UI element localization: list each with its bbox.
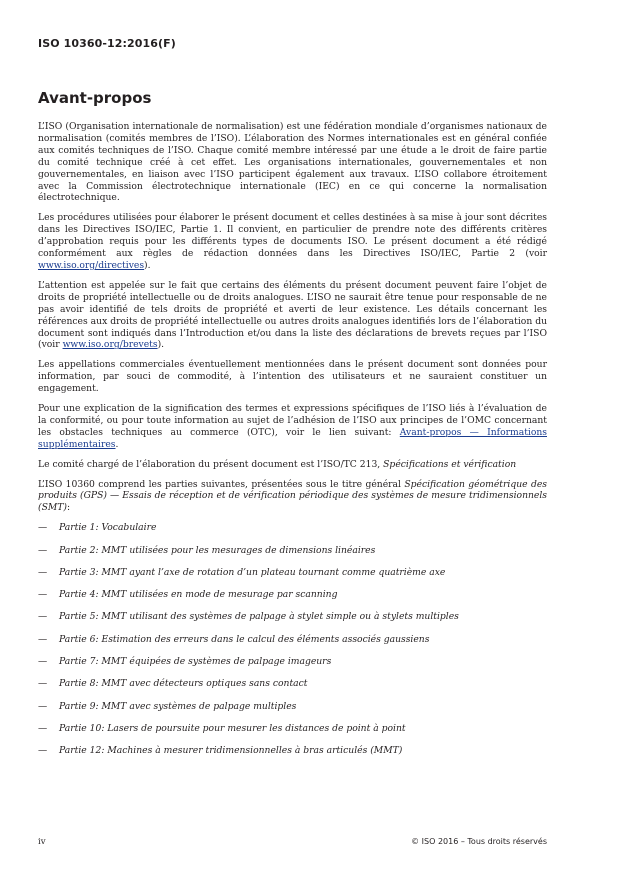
- page-title: Avant-propos: [38, 89, 152, 107]
- list-item: [38, 522, 547, 544]
- list-item-text: Partie 1: Vocabulaire: [59, 522, 157, 534]
- list-item-text: Partie 2: MMT utilisées pour les mesurages de dimensions linéaires: [59, 544, 376, 556]
- dash-bullet: —: [38, 566, 48, 578]
- list-item-text: Partie 12: Machines à mesurer tridimensionnelles à bras articulés (MMT): [59, 745, 403, 757]
- list-item-text: Partie 5: MMT utilisant des systèmes de palpage à stylet simple ou à stylets multiples: [59, 611, 459, 623]
- paragraph-patents-text: L’attention est appelée sur le fait que certains des éléments du présent document peuvent faire l’objet de droits de propriété intellectuelle ou de droits analogues. L’ISO ne saurait être tenue pour responsable de ne pas avoir identifié de tels droits de propriété et averti de leur existence. Les détails concernant les références aux droits de propriété intellectuelle ou autres droits analogues identifiés lors de l’élaboration du document sont indiqués dans l’Introduction et/ou dans la liste des déclarations de brevets reçues par l’ISO (voir: [38, 279, 547, 351]
- paragraph-trade-names: Les appellations commerciales éventuellement mentionnées dans le présent document sont données pour information, par souci de commodité, à l’intention des utilisateurs et ne sauraient constituer un engagement.: [38, 359, 547, 395]
- dash-bullet: —: [38, 722, 48, 734]
- foreword-info-link[interactable]: Avant-propos — Informations supplémentaires: [38, 426, 547, 450]
- dash-bullet: —: [38, 544, 48, 556]
- dash-bullet: —: [38, 589, 48, 601]
- list-item: [38, 745, 547, 767]
- list-item: [38, 589, 547, 611]
- copyright-notice: © ISO 2016 – Tous droits réservés: [411, 837, 547, 846]
- paragraph-iso-organisation: L’ISO (Organisation internationale de normalisation) est une fédération mondiale d’organismes nationaux de normalisation (comités membres de l’ISO). L’élaboration des Normes internationales est en général confiée aux comités techniques de l’ISO. Chaque comité membre intéressé par une étude a le droit de faire partie du comité technique créé à cet effet. Les organisations internationales, gouvernementales et non gouvernementales, en liaison avec l’ISO participent également aux travaux. L’ISO collabore étroitement avec la Commission électrotechnique internationale (IEC) en ce qui concerne la normalisation électrotechnique.: [38, 121, 547, 204]
- paragraph-committee-text: Le comité chargé de l’élaboration du présent document est l’ISO/TC 213,: [38, 458, 384, 470]
- list-item-text: Partie 9: MMT avec systèmes de palpage multiples: [59, 700, 297, 712]
- document-id-header: ISO 10360-12:2016(F): [38, 37, 176, 50]
- patents-link[interactable]: www.iso.org/brevets: [62, 339, 158, 351]
- paragraph-committee: [38, 459, 547, 471]
- list-item: [38, 678, 547, 700]
- dash-bullet: —: [38, 700, 48, 712]
- paragraph-conformity-text: Pour une explication de la signification des termes et expressions spécifiques de l’ISO liés à l’évaluation de la conformité, ou pour toute information au sujet de l’adhésion de l’ISO aux principes de l’OMC concernant les obstacles techniques au commerce (OTC), voir le lien suivant:: [38, 403, 547, 438]
- paragraph-procedures: [38, 212, 547, 272]
- paragraph-patents: [38, 280, 547, 351]
- page-number: iv: [38, 837, 46, 847]
- document-body: [38, 121, 547, 768]
- general-title: Spécification géométrique des produits (GPS) — Essais de réception et de vérification périodique des systèmes de mesure tridimensionnels (SMT): [38, 478, 547, 514]
- dash-bullet: —: [38, 656, 48, 668]
- list-item-text: Partie 7: MMT équipées de systèmes de palpage imageurs: [59, 656, 332, 668]
- dash-bullet: —: [38, 522, 48, 534]
- paragraph-procedures-end: ).: [144, 259, 151, 271]
- list-item-text: Partie 4: MMT utilisées en mode de mesurage par scanning: [59, 589, 338, 601]
- list-item: [38, 723, 547, 745]
- dash-bullet: —: [38, 611, 48, 623]
- list-item: [38, 611, 547, 633]
- dash-bullet: —: [38, 633, 48, 645]
- parts-list: [38, 522, 547, 767]
- list-item: [38, 545, 547, 567]
- directives-link[interactable]: www.iso.org/directives: [38, 259, 145, 271]
- committee-title: Spécifications et vérification: [383, 458, 517, 470]
- dash-bullet: —: [38, 745, 48, 757]
- list-item: [38, 567, 547, 589]
- list-item: [38, 701, 547, 723]
- paragraph-conformity-end: .: [115, 438, 119, 450]
- list-item-text: Partie 10: Lasers de poursuite pour mesurer les distances de point à point: [59, 722, 406, 734]
- list-item-text: Partie 8: MMT avec détecteurs optiques sans contact: [59, 678, 308, 690]
- paragraph-patents-end: ).: [157, 339, 165, 351]
- list-item-text: Partie 3: MMT ayant l’axe de rotation d’un plateau tournant comme quatrième axe: [59, 566, 446, 578]
- paragraph-parts-intro-end: :: [67, 502, 71, 514]
- list-item: [38, 634, 547, 656]
- paragraph-conformity: [38, 403, 547, 451]
- list-item-text: Partie 6: Estimation des erreurs dans le calcul des éléments associés gaussiens: [59, 633, 430, 645]
- paragraph-parts-intro-text: L’ISO 10360 comprend les parties suivantes, présentées sous le titre général: [38, 478, 405, 490]
- paragraph-procedures-text: Les procédures utilisées pour élaborer le présent document et celles destinées à sa mise à jour sont décrites dans les Directives ISO/IEC, Partie 1. Il convient, en particulier de prendre note des différents critères d’approbation requis pour les différents types de documents ISO. Le présent document a été rédigé conformément aux règles de rédaction données dans les Directives ISO/IEC, Partie 2 (voir: [38, 212, 547, 260]
- dash-bullet: —: [38, 678, 48, 690]
- list-item: [38, 656, 547, 678]
- paragraph-parts-intro: [38, 479, 547, 515]
